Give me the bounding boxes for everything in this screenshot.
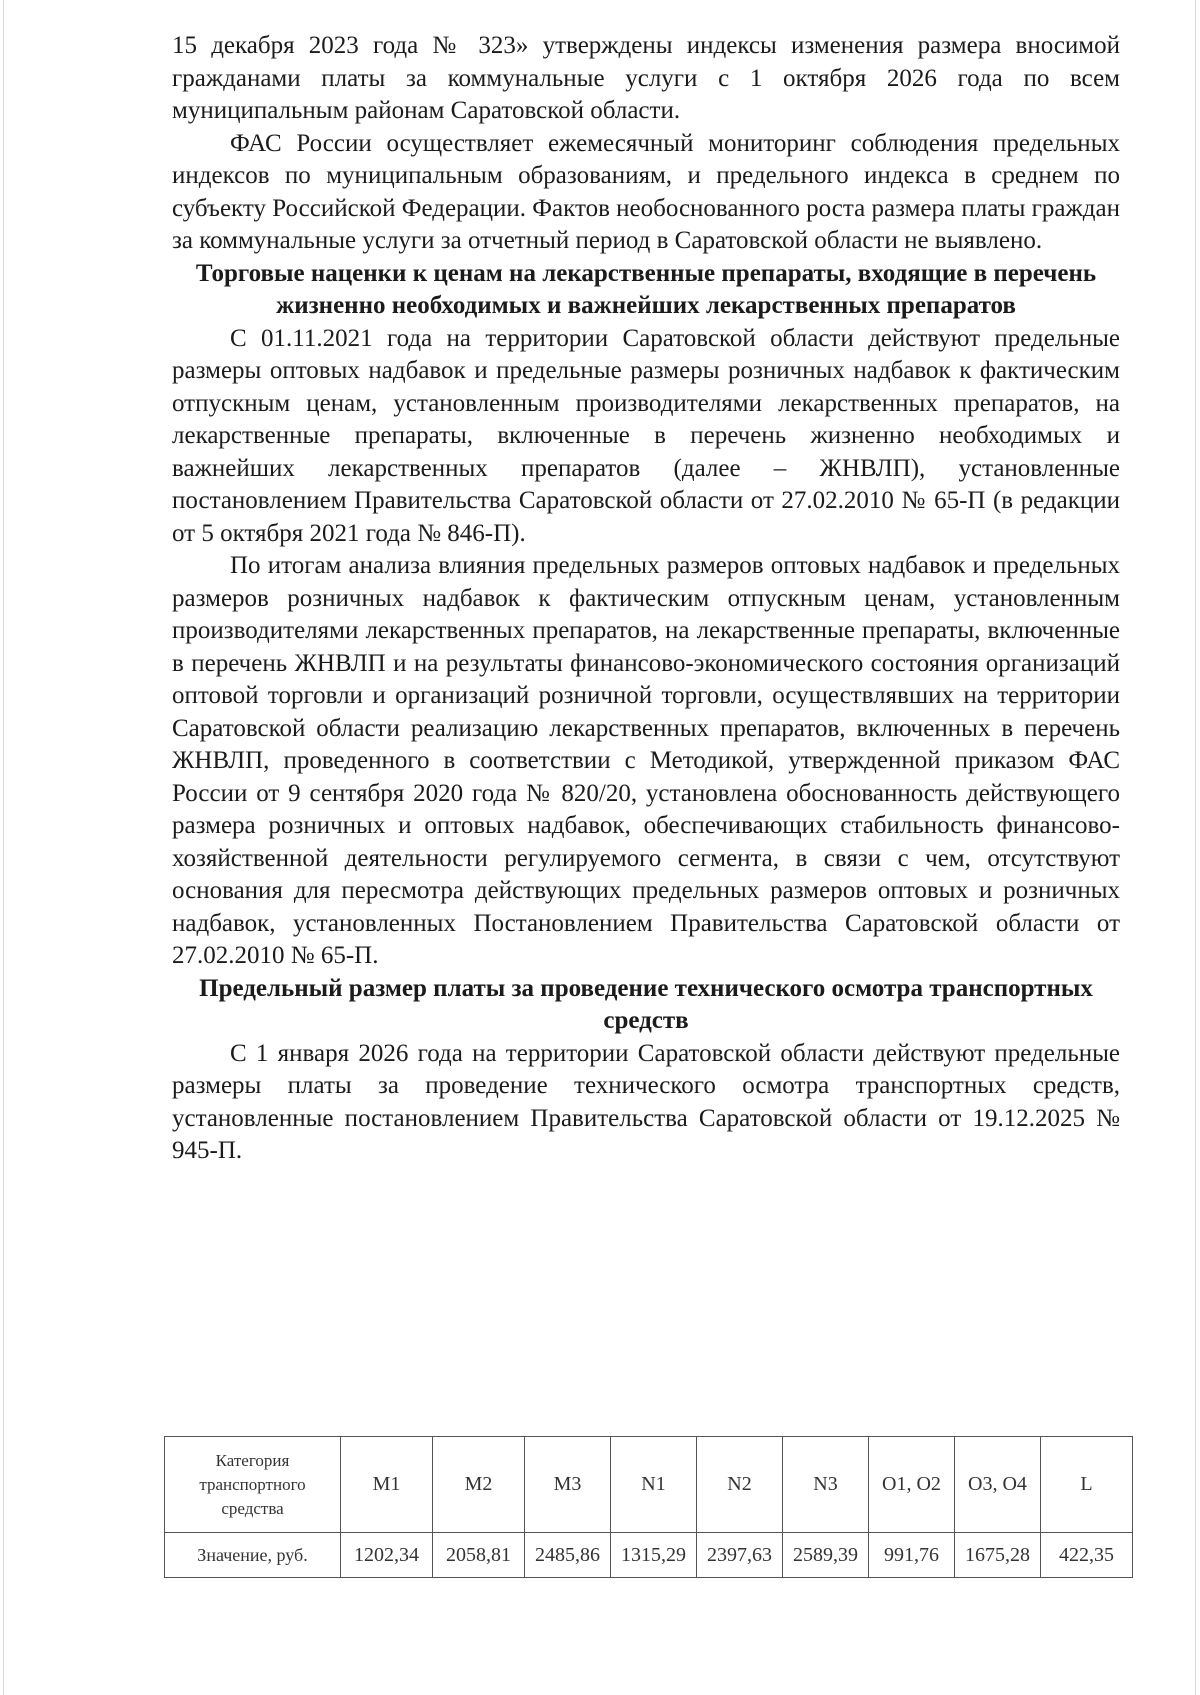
value-cell: 2589,39 xyxy=(783,1533,869,1578)
header-cell: N2 xyxy=(697,1437,783,1533)
value-cell: 2397,63 xyxy=(697,1533,783,1578)
paragraph-markups-effective: С 01.11.2021 года на территории Саратовской области действуют предельные размеры оптовых надбавок и предельные размеры розничных надбавок к фактическим отпускным ценам, установленным производителями лекарственных препаратов, на лекарственные препараты, включенные в перечень жизненно необходимых и важнейших лекарственных препаратов (далее – ЖНВЛП), установленные постановлением Правительства Саратовской области от 27.02.2010 № 65-П (в редакции от 5 октября 2021 года № 846-П). xyxy=(172,324,1120,547)
header-cell: M2 xyxy=(433,1437,525,1533)
value-cell: 422,35 xyxy=(1041,1533,1133,1578)
value-cell: 2058,81 xyxy=(433,1533,525,1578)
header-cell: N1 xyxy=(611,1437,697,1533)
table-header-row xyxy=(165,1437,1133,1533)
header-cell: O1, O2 xyxy=(869,1437,955,1533)
value-cell: 2485,86 xyxy=(525,1533,611,1578)
heading-drug-markups: Торговые наценки к ценам на лекарственные препараты, входящие в перечень жизненно необходимых и важнейших лекарственных препаратов xyxy=(195,259,1097,319)
document-body xyxy=(172,30,1120,1168)
header-cell: N3 xyxy=(783,1437,869,1533)
header-cell: L xyxy=(1041,1437,1133,1533)
table-row xyxy=(165,1533,1133,1578)
row-value-label: Значение, руб. xyxy=(165,1533,341,1578)
value-cell: 991,76 xyxy=(869,1533,955,1578)
paragraph-indexes: 15 декабря 2023 года № 323» утверждены индексы изменения размера вносимой гражданами платы за коммунальные услуги с 1 октября 2026 года по всем муниципальным районам Саратовской области. xyxy=(172,32,1120,124)
paragraph-fas-monitoring: ФАС России осуществляет ежемесячный мониторинг соблюдения предельных индексов по муниципальным образованиям, и предельного индекса в среднем по субъекту Российской Федерации. Фактов необоснованного роста размера платы граждан за коммунальные услуги за отчетный период в Саратовской области не выявлено. xyxy=(172,129,1120,254)
value-cell: 1202,34 xyxy=(341,1533,433,1578)
page-right-edge xyxy=(1195,0,1196,1695)
header-cell: O3, O4 xyxy=(955,1437,1041,1533)
page-left-edge xyxy=(3,0,4,1695)
inspection-fee-table xyxy=(164,1436,1133,1578)
paragraph-markups-analysis: По итогам анализа влияния предельных размеров оптовых надбавок и предельных размеров розничных надбавок к фактическим отпускным ценам, установленным производителями лекарственных препаратов, на лекарственные препараты, включенные в перечень ЖНВЛП и на результаты финансово-экономического состояния организаций оптовой торговли и организаций розничной торговли, осуществлявших на территории Саратовской области реализацию лекарственных препаратов, включенных в перечень ЖНВЛП, проведенного в соответствии с Методикой, утвержденной приказом ФАС России от 9 сентября 2020 года № 820/20, установлена обоснованность действующего размера розничных и оптовых надбавок, обеспечивающих стабильность финансово-хозяйственной деятельности регулируемого сегмента, в связи с чем, отсутствуют основания для пересмотра действующих предельных размеров оптовых и розничных надбавок, установленных Постановлением Правительства Саратовской области от 27.02.2010 № 65-П. xyxy=(172,552,1120,969)
header-category-label: Категория транспортного средства xyxy=(165,1437,341,1533)
header-cell: M1 xyxy=(341,1437,433,1533)
value-cell: 1675,28 xyxy=(955,1533,1041,1578)
header-cell: M3 xyxy=(525,1437,611,1533)
heading-inspection-fee: Предельный размер платы за проведение технического осмотра транспортных средств xyxy=(199,974,1093,1034)
paragraph-inspection-fee: С 1 января 2026 года на территории Саратовской области действуют предельные размеры платы за проведение технического осмотра транспортных средств, установленные постановлением Правительства Саратовской области от 19.12.2025 № 945-П. xyxy=(172,1039,1120,1164)
value-cell: 1315,29 xyxy=(611,1533,697,1578)
